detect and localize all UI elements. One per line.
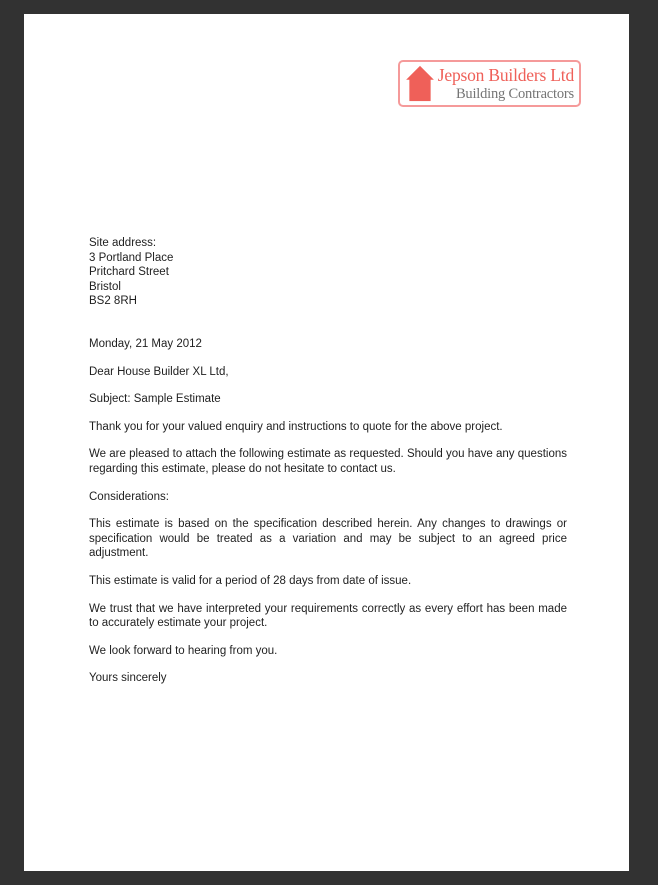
letter-paragraph: This estimate is valid for a period of 28 days from date of issue. (89, 574, 412, 587)
letter-closing: Yours sincerely (89, 672, 167, 685)
site-address-line: 3 Portland Place (89, 251, 174, 264)
letter-page (24, 14, 629, 871)
site-address-label: Site address: (89, 237, 157, 249)
site-address-line: Bristol (89, 280, 121, 293)
house-icon (406, 65, 434, 102)
letter-subject: Subject: Sample Estimate (89, 393, 221, 406)
site-address-line: BS2 8RH (89, 295, 137, 308)
letter-paragraph: This estimate is based on the specification described herein. Any changes to drawings or specification would be treated as a variation and may be subject to an agreed price adjustment. (89, 518, 567, 560)
letter-paragraph: We are pleased to attach the following estimate as requested. Should you have any questions regarding this estimate, please do not hesitate to contact us. (89, 448, 567, 475)
site-address-line: Pritchard Street (89, 266, 169, 279)
letter-body (89, 236, 567, 699)
letter-paragraph: Thank you for your valued enquiry and instructions to quote for the above project. (89, 420, 503, 433)
letter-date: Monday, 21 May 2012 (89, 337, 202, 350)
letter-paragraph: We trust that we have interpreted your requirements correctly as every effort has been made to accurately estimate your project. (89, 602, 567, 630)
site-address-block (89, 236, 567, 309)
letter-paragraph: We look forward to hearing from you. (89, 644, 278, 657)
letter-paragraph: Considerations: (89, 490, 169, 503)
company-name: Jepson Builders Ltd (437, 64, 574, 85)
company-logo (398, 60, 581, 107)
company-logo-text (434, 65, 574, 103)
letter-salutation: Dear House Builder XL Ltd, (89, 365, 229, 378)
company-tagline: Building Contractors (455, 85, 574, 102)
